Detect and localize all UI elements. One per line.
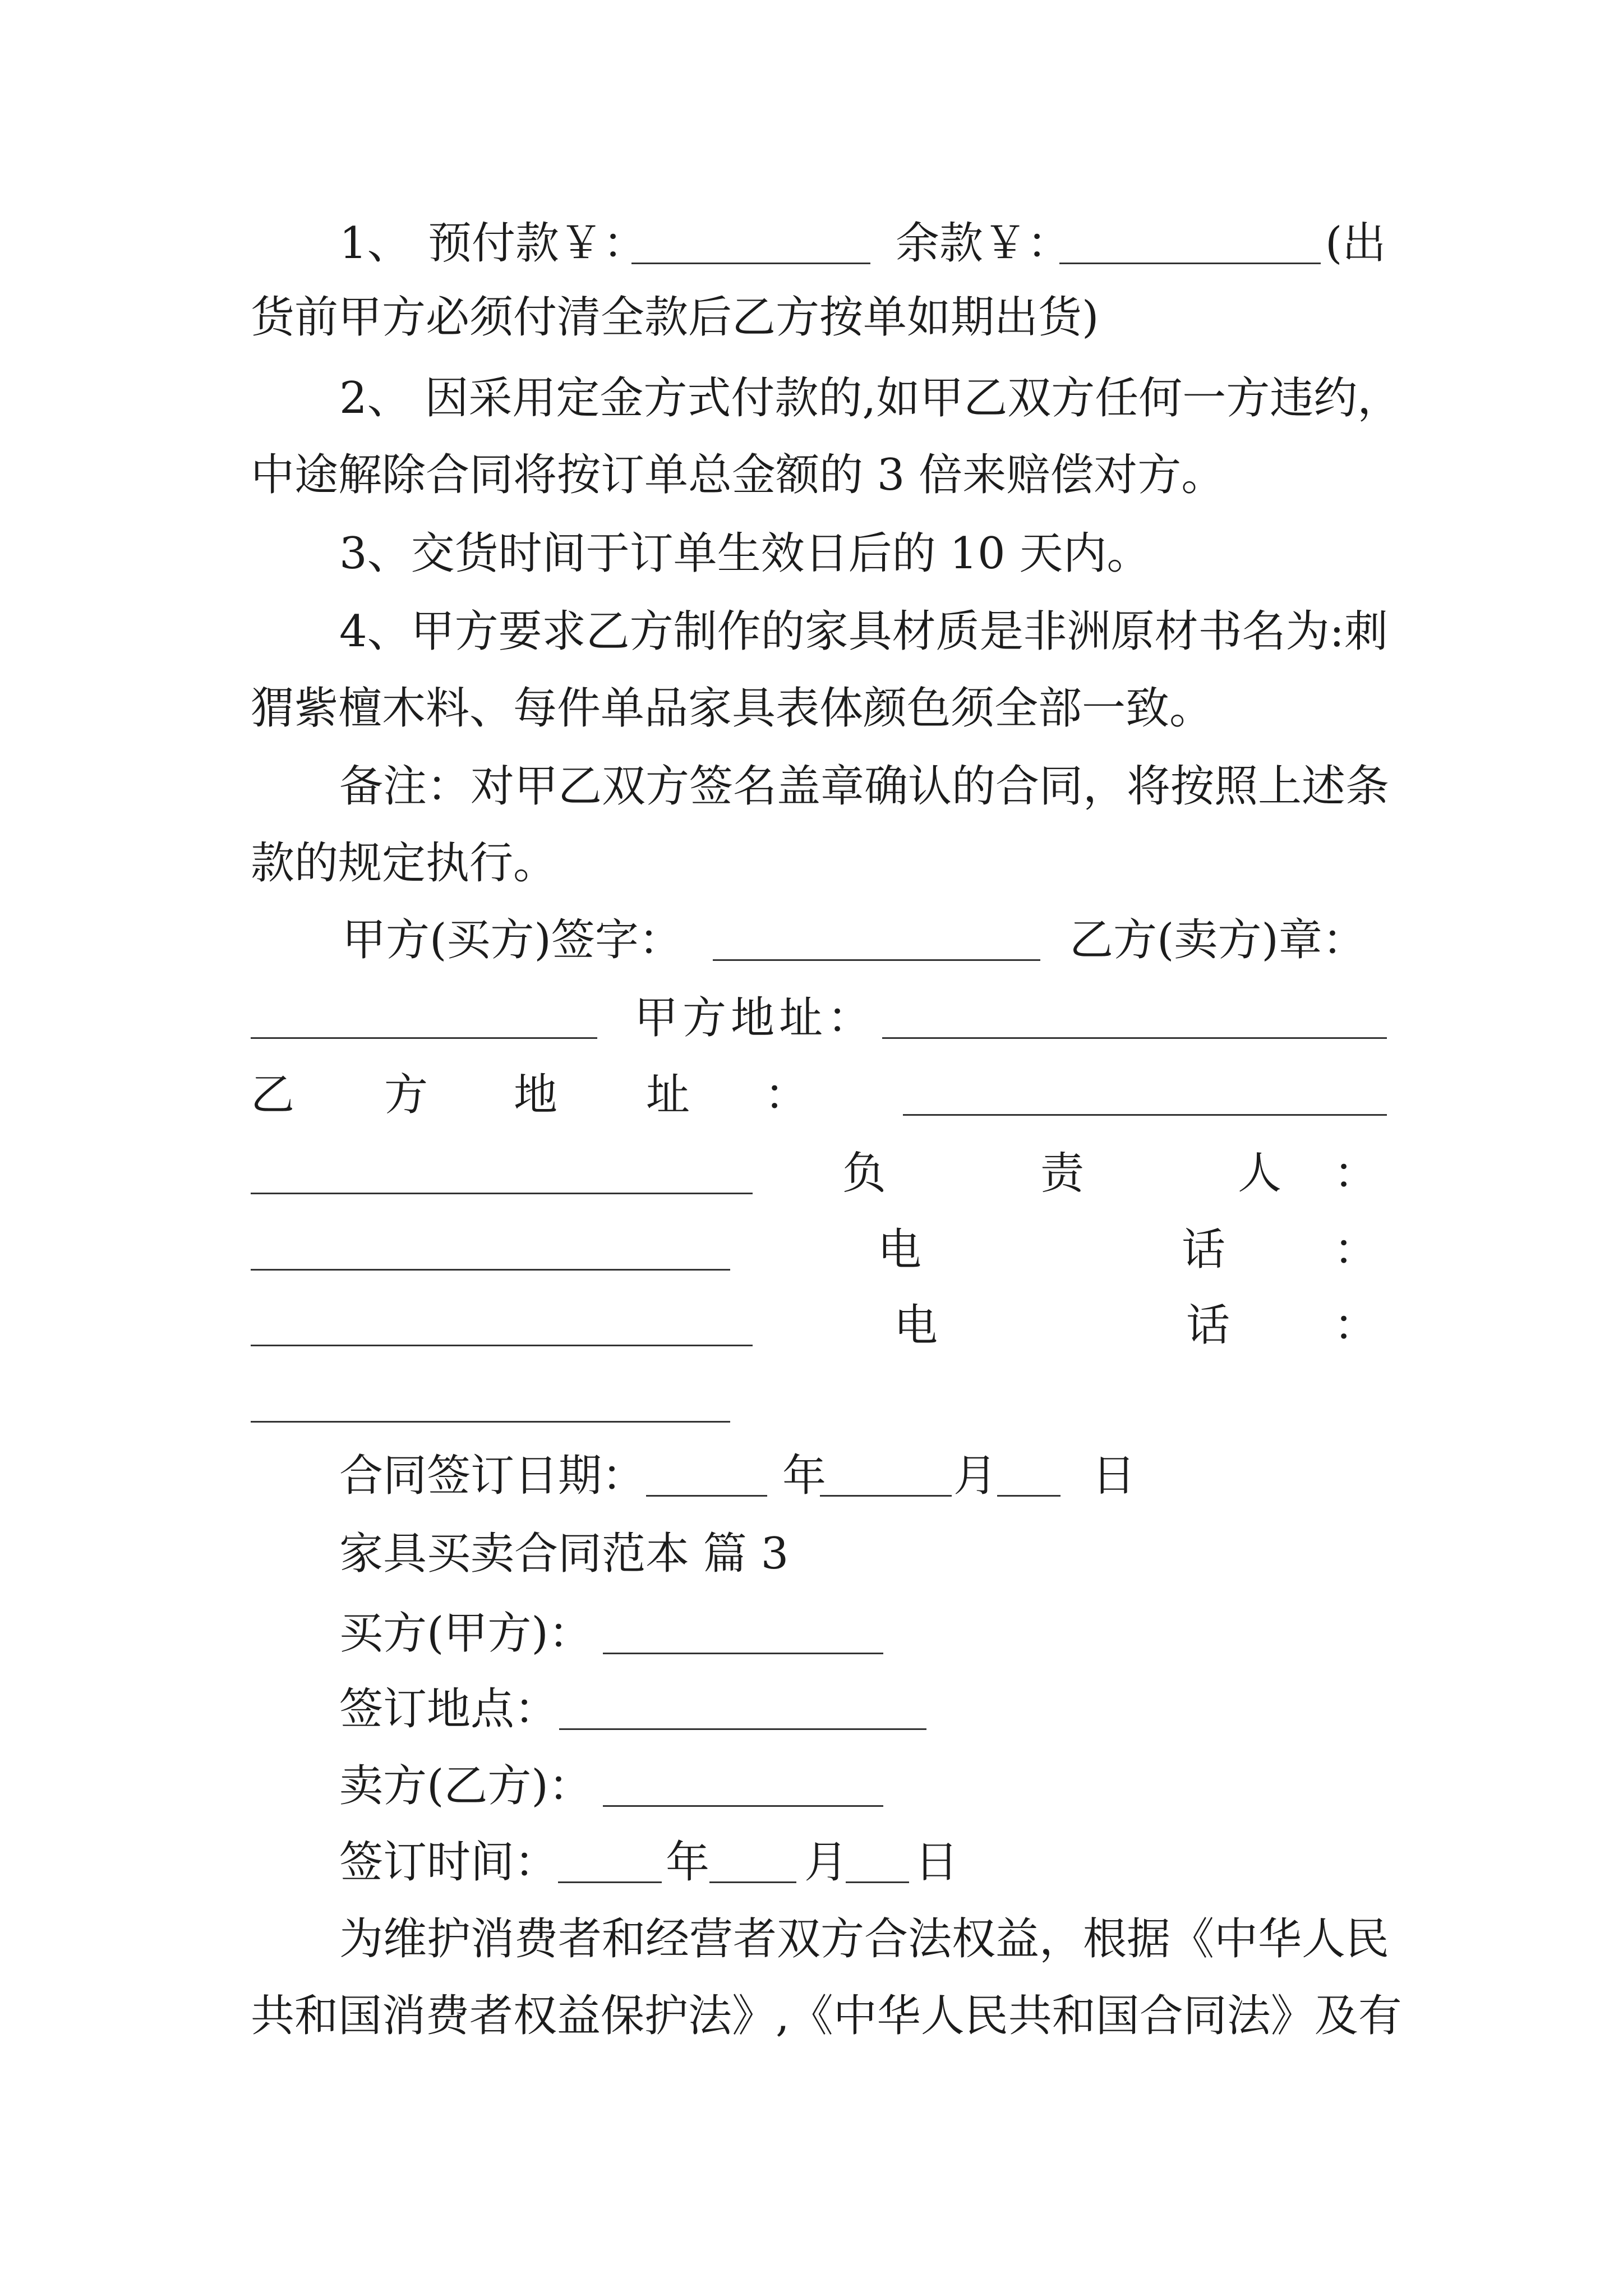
prepayment-label: 预付款￥： [428, 218, 647, 269]
party-b-address-char: 址 [646, 1070, 690, 1120]
phone-label-colon: ： [1334, 1225, 1378, 1275]
remark-line-1 [0, 758, 1623, 815]
seller-blank-line [603, 1805, 883, 1807]
party-b-address-char: 乙 [251, 1070, 295, 1120]
clause-3-line [0, 526, 1623, 582]
year-blank-line [646, 1495, 767, 1497]
person-in-charge-line [0, 1145, 1623, 1202]
day-blank-line [997, 1495, 1061, 1497]
balance-label: 余款￥： [896, 218, 1071, 269]
blank-line [251, 1193, 753, 1194]
signing-time-label: 签订时间： [339, 1837, 559, 1888]
person-in-charge-char: 责 [1040, 1148, 1085, 1199]
blank-line [251, 1269, 730, 1271]
preamble-text-2: 共和国消费者权益保护法》,《中华人民共和国合同法》及有 [251, 1991, 1402, 2041]
signing-place-label: 签订地点： [339, 1684, 559, 1734]
blank-line [251, 1345, 753, 1346]
blank-line [251, 1421, 730, 1423]
signing-place-line [0, 1681, 1623, 1737]
party-a-address-line [0, 990, 1623, 1046]
party-a-address-blank-line [882, 1037, 1387, 1039]
day-label: 日 [1092, 1451, 1136, 1501]
clause-4-text-1: 4、甲方要求乙方制作的家具材质是非洲原材书名为:刺 [339, 606, 1388, 657]
phone-line-2 [0, 1297, 1623, 1354]
time-day-label: 日 [915, 1837, 959, 1888]
clause-2-text-1: 2、 因采用定金方式付款的,如甲乙双方任何一方违约， [339, 373, 1401, 424]
phone-line-1 [0, 1222, 1623, 1278]
buyer-blank-line [603, 1653, 883, 1654]
phone-label-char: 话 [1182, 1225, 1226, 1275]
clause-1-number: 1、 [339, 218, 411, 269]
clause-3-text: 3、交货时间于订单生效日后的 10 天内。 [339, 528, 1151, 579]
signing-place-blank-line [559, 1728, 926, 1730]
person-in-charge-char: 负 [842, 1148, 887, 1199]
party-b-seal-label: 乙方(卖方)章： [1069, 915, 1366, 965]
person-in-charge-colon: ： [1334, 1148, 1378, 1199]
balance-blank-line [1059, 263, 1321, 264]
time-month-label: 月 [804, 1837, 849, 1888]
time-year-blank-line [558, 1881, 662, 1883]
clause-4-line-1 [0, 604, 1623, 660]
party-b-address-line [0, 1067, 1623, 1123]
phone-label-char: 电 [894, 1300, 938, 1351]
seller-line [0, 1758, 1623, 1814]
party-b-address-char: 方 [384, 1070, 428, 1120]
signature-line [0, 912, 1623, 968]
party-a-signature-label: 甲方(买方)签字： [342, 915, 683, 965]
person-in-charge-char: 人 [1238, 1148, 1282, 1199]
preamble-text-1: 为维护消费者和经营者双方合法权益，根据《中华人民 [339, 1914, 1390, 1964]
time-month-blank-line [709, 1881, 796, 1883]
signing-date-label: 合同签订日期： [339, 1451, 646, 1501]
month-blank-line [820, 1495, 952, 1497]
clause-4-text-2: 猬紫檀木料、每件单品家具表体颜色须全部一致。 [251, 683, 1214, 734]
phone-blank-row [0, 1374, 1623, 1430]
remark-line-2 [0, 835, 1623, 891]
time-year-label: 年 [666, 1837, 710, 1888]
signing-date-line [0, 1448, 1623, 1504]
clause-1-line-2 [0, 289, 1623, 346]
phone-label-char: 话 [1186, 1300, 1230, 1351]
clause-4-line-2 [0, 680, 1623, 737]
party-b-seal-blank-line [251, 1037, 597, 1039]
party-b-address-char: 地 [514, 1070, 558, 1120]
party-b-address-blank-line [903, 1114, 1387, 1116]
clause-1-note-start: (出 [1325, 218, 1386, 269]
phone-label-char: 电 [878, 1225, 922, 1275]
clause-2-line-2 [0, 447, 1623, 503]
preamble-line-2 [0, 1988, 1623, 2044]
year-label: 年 [782, 1451, 827, 1501]
seller-label: 卖方(乙方)： [339, 1761, 592, 1811]
clause-2-line-1 [0, 370, 1623, 426]
buyer-line [0, 1605, 1623, 1662]
party-a-signature-blank-line [713, 959, 1040, 961]
clause-1-line-1 [0, 215, 1623, 272]
contract-3-heading-line [0, 1526, 1623, 1582]
remark-text-2: 款的规定执行。 [251, 838, 557, 889]
time-day-blank-line [846, 1881, 909, 1883]
clause-2-text-2: 中途解除合同将按订单总金额的 3 倍来赔偿对方。 [251, 450, 1225, 500]
preamble-line-1 [0, 1911, 1623, 1967]
party-a-address-label: 甲方地址： [634, 993, 876, 1043]
phone-label-colon: ： [1334, 1300, 1378, 1351]
signing-time-line [0, 1834, 1623, 1890]
buyer-label: 买方(甲方)： [339, 1608, 592, 1659]
contract-3-heading: 家具买卖合同范本 篇 3 [339, 1529, 789, 1579]
party-b-address-colon: ： [764, 1070, 809, 1120]
clause-1-note-end: 货前甲方必须付清全款后乙方按单如期出货) [251, 292, 1099, 343]
month-label: 月 [953, 1451, 998, 1501]
remark-text-1: 备注：对甲乙双方签名盖章确认的合同，将按照上述条 [339, 761, 1390, 812]
prepayment-blank-line [631, 263, 870, 264]
